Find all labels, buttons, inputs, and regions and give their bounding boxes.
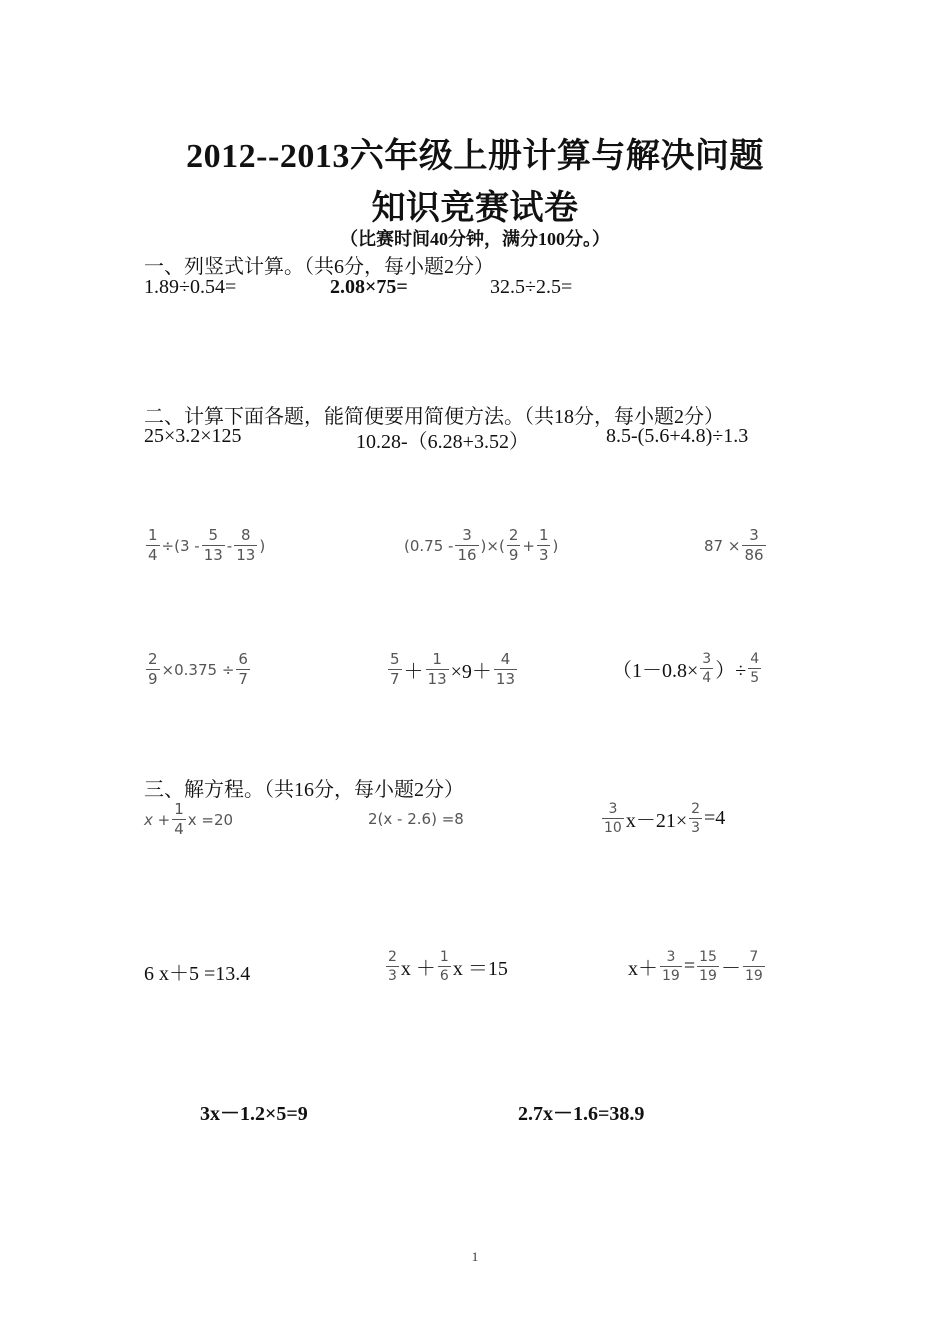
fraction-numerator: 8 bbox=[240, 526, 251, 544]
fraction-denominator: 9 bbox=[148, 670, 158, 688]
fraction bbox=[455, 528, 478, 563]
fraction bbox=[438, 950, 451, 983]
fraction-numerator: 3 bbox=[702, 651, 712, 667]
operator: x－21× bbox=[625, 810, 688, 832]
fraction-numerator: 6 bbox=[238, 650, 248, 668]
fraction bbox=[426, 652, 449, 687]
section3-heading: 三、解方程。（共16分，每小题2分） bbox=[144, 779, 464, 801]
fraction-denominator: 13 bbox=[236, 546, 256, 564]
operator: (0.75 - bbox=[404, 536, 454, 555]
page-subtitle: （比赛时间40分钟，满分100分。） bbox=[340, 229, 610, 249]
operator: x + bbox=[144, 810, 171, 829]
fraction bbox=[748, 652, 761, 685]
fraction bbox=[146, 652, 160, 687]
s3-equation-3 bbox=[600, 802, 725, 835]
operator: x＋ bbox=[628, 958, 658, 980]
fraction-numerator: 3 bbox=[666, 949, 676, 965]
s3-equation-6 bbox=[628, 950, 767, 983]
operator: ×0.375 ÷ bbox=[161, 660, 235, 679]
s2-problem-9 bbox=[612, 652, 763, 685]
fraction-denominator: 3 bbox=[691, 820, 701, 836]
s1-problem-3: 32.5÷2.5= bbox=[490, 276, 573, 298]
fraction-numerator: 7 bbox=[749, 949, 759, 965]
operator: =4 bbox=[704, 807, 726, 829]
fraction bbox=[660, 950, 682, 983]
fraction-denominator: 9 bbox=[508, 546, 519, 564]
s2-problem-4 bbox=[144, 528, 265, 563]
fraction-numerator: 4 bbox=[500, 650, 511, 668]
page-number: 1 bbox=[471, 1249, 479, 1264]
fraction-denominator: 3 bbox=[538, 546, 549, 564]
operator: x ＋ bbox=[400, 958, 436, 980]
fraction-denominator: 86 bbox=[744, 546, 764, 564]
fraction-denominator: 19 bbox=[662, 968, 680, 984]
fraction-denominator: 13 bbox=[427, 670, 447, 688]
fraction bbox=[494, 652, 517, 687]
fraction-numerator: 15 bbox=[699, 949, 717, 965]
s2-problem-2: 10.28-（6.28+3.52） bbox=[356, 431, 529, 453]
operator: （1－0.8× bbox=[612, 660, 699, 682]
fraction-numerator: 3 bbox=[749, 526, 759, 544]
fraction-numerator: 2 bbox=[148, 650, 158, 668]
fraction-numerator: 1 bbox=[148, 526, 158, 544]
s1-problem-1: 1.89÷0.54= bbox=[144, 276, 237, 298]
fraction bbox=[697, 950, 719, 983]
operator: ) bbox=[552, 536, 559, 555]
section2-heading: 二、计算下面各题，能简便要用简便方法。（共18分，每小题2分） bbox=[144, 406, 724, 428]
fraction bbox=[537, 528, 551, 563]
fraction-numerator: 2 bbox=[691, 801, 701, 817]
fraction-denominator: 3 bbox=[388, 968, 397, 984]
operator: ) bbox=[259, 536, 266, 555]
s3-equation-1 bbox=[144, 802, 233, 837]
fraction-numerator: 3 bbox=[608, 801, 618, 817]
fraction bbox=[689, 802, 702, 835]
fraction-numerator: 4 bbox=[750, 651, 760, 667]
fraction bbox=[388, 652, 402, 687]
operator: ×9＋ bbox=[450, 661, 492, 683]
s3-equation-7: 3x－1.2×5=9 bbox=[200, 1103, 308, 1125]
s2-problem-1: 25×3.2×125 bbox=[144, 425, 242, 447]
s3-equation-2: 2(x - 2.6) =8 bbox=[368, 810, 464, 828]
operator: = bbox=[683, 955, 696, 977]
fraction-denominator: 4 bbox=[702, 670, 712, 686]
fraction-numerator: 1 bbox=[432, 650, 442, 668]
operator: － bbox=[720, 958, 741, 980]
fraction-denominator: 7 bbox=[390, 670, 400, 688]
fraction bbox=[202, 528, 225, 563]
fraction bbox=[386, 950, 399, 983]
operator: )×( bbox=[480, 536, 505, 555]
fraction-numerator: 1 bbox=[174, 800, 184, 818]
fraction-numerator: 2 bbox=[508, 526, 519, 544]
fraction-numerator: 2 bbox=[388, 949, 397, 965]
fraction-denominator: 13 bbox=[495, 670, 516, 688]
fraction-denominator: 4 bbox=[174, 820, 184, 838]
section1-heading: 一、列竖式计算。（共6分，每小题2分） bbox=[144, 256, 494, 278]
s1-problem-2: 2.08×75= bbox=[330, 276, 408, 298]
fraction-denominator: 4 bbox=[148, 546, 158, 564]
operator: - bbox=[226, 536, 233, 555]
fraction bbox=[172, 802, 186, 837]
fraction-denominator: 13 bbox=[203, 546, 223, 564]
fraction bbox=[742, 528, 765, 563]
s2-problem-7 bbox=[144, 652, 252, 687]
fraction-numerator: 1 bbox=[439, 949, 449, 965]
operator: x ＝15 bbox=[452, 958, 508, 980]
fraction-denominator: 7 bbox=[238, 670, 248, 688]
s3-equation-4: 6 x＋5 =13.4 bbox=[144, 963, 251, 985]
s2-problem-3: 8.5-(5.6+4.8)÷1.3 bbox=[606, 425, 749, 447]
s2-problem-5 bbox=[404, 528, 558, 563]
fraction bbox=[743, 950, 765, 983]
operator: 87 × bbox=[704, 536, 741, 555]
operator: + bbox=[522, 536, 535, 555]
fraction-numerator: 1 bbox=[538, 526, 549, 544]
fraction-numerator: 3 bbox=[462, 526, 472, 544]
operator: ＋ bbox=[403, 661, 424, 683]
fraction-denominator: 10 bbox=[604, 820, 622, 836]
fraction bbox=[234, 528, 257, 563]
fraction bbox=[700, 652, 713, 685]
fraction bbox=[146, 528, 160, 563]
fraction bbox=[602, 802, 624, 835]
operator: ）÷ bbox=[715, 660, 747, 682]
operator: ÷(3 - bbox=[161, 536, 200, 555]
fraction-denominator: 5 bbox=[750, 670, 760, 686]
fraction-denominator: 6 bbox=[439, 968, 449, 984]
fraction-denominator: 19 bbox=[744, 968, 763, 984]
fraction-denominator: 19 bbox=[699, 968, 717, 984]
s2-problem-6 bbox=[704, 528, 768, 563]
fraction-numerator: 5 bbox=[390, 650, 400, 668]
s3-equation-5 bbox=[384, 950, 508, 983]
s2-problem-8 bbox=[386, 652, 519, 687]
s3-equation-8: 2.7x－1.6=38.9 bbox=[518, 1103, 645, 1125]
fraction bbox=[507, 528, 521, 563]
page-title-line2: 知识竞赛试卷 bbox=[371, 190, 579, 227]
operator: x =20 bbox=[187, 810, 234, 829]
fraction bbox=[236, 652, 250, 687]
fraction-denominator: 16 bbox=[457, 546, 477, 564]
fraction-numerator: 5 bbox=[208, 526, 219, 544]
page-title-line1: 2012--2013六年级上册计算与解决问题 bbox=[186, 138, 764, 175]
